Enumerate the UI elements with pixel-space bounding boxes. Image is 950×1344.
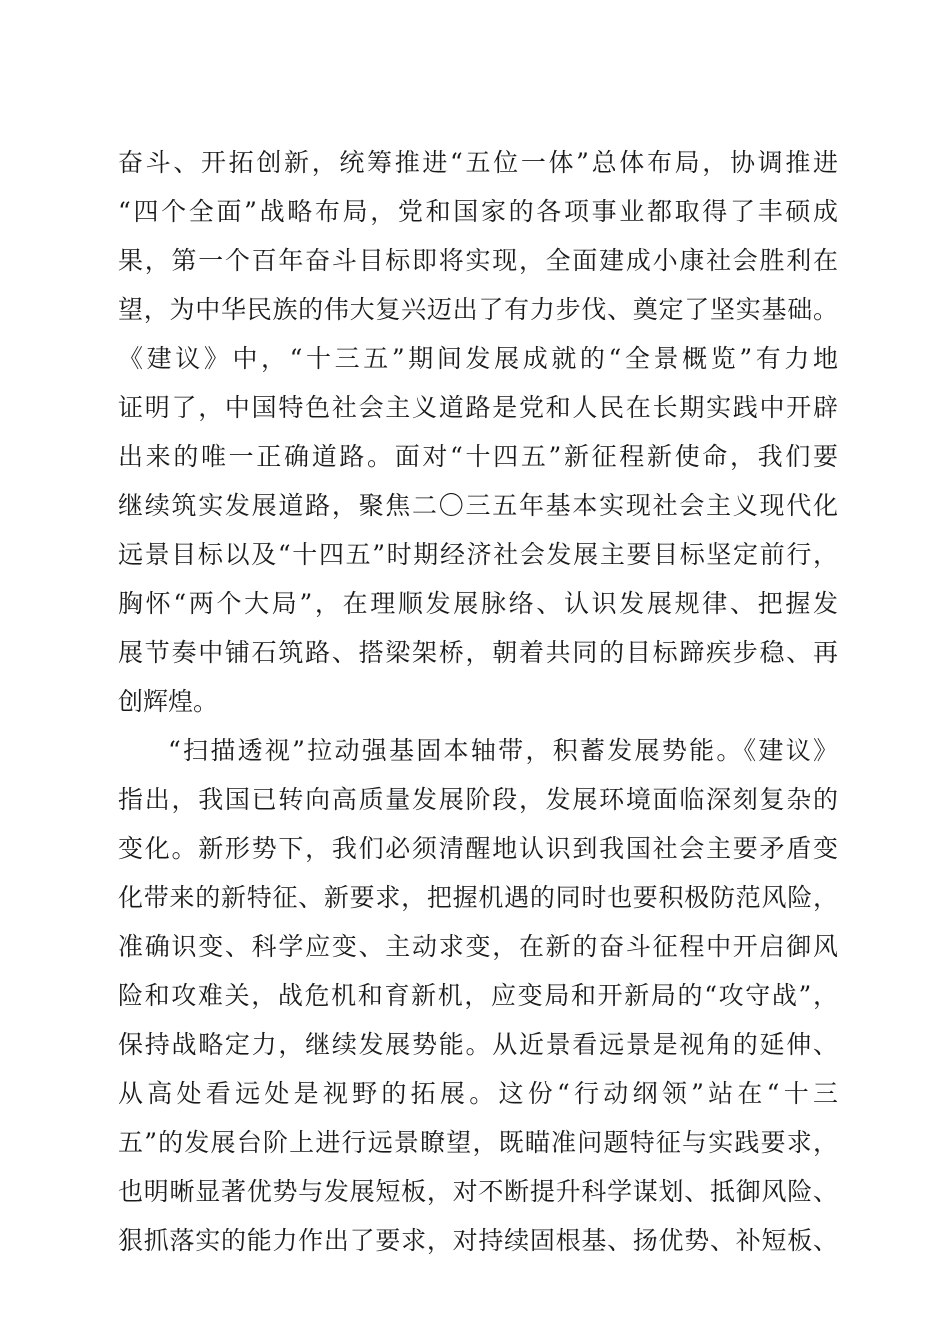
text-line: 奋斗、开拓创新，统筹推进“五位一体”总体布局，协调推进	[118, 148, 838, 177]
text-line: 五”的发展台阶上进行远景瞭望，既瞄准问题特征与实践要求，	[118, 1128, 838, 1157]
text-line: 狠抓落实的能力作出了要求，对持续固根基、扬优势、补短板、	[118, 1226, 838, 1255]
text-line: 变化。新形势下，我们必须清醒地认识到我国社会主要矛盾变	[118, 834, 838, 863]
document-body	[118, 138, 838, 1265]
text-line: 胸怀“两个大局”，在理顺发展脉络、认识发展规律、把握发	[118, 589, 838, 618]
text-line: 望，为中华民族的伟大复兴迈出了有力步伐、奠定了坚实基础。	[118, 295, 838, 324]
paragraph-1	[118, 138, 838, 726]
text-line: 化带来的新特征、新要求，把握机遇的同时也要积极防范风险，	[118, 883, 838, 912]
text-line: 证明了，中国特色社会主义道路是党和人民在长期实践中开辟	[118, 393, 838, 422]
text-line: 创辉煌。	[118, 687, 219, 716]
text-line: 险和攻难关，战危机和育新机，应变局和开新局的“攻守战”，	[118, 981, 838, 1010]
text-line: 继续筑实发展道路，聚焦二〇三五年基本实现社会主义现代化	[118, 491, 838, 520]
text-line: 出来的唯一正确道路。面对“十四五”新征程新使命，我们要	[118, 442, 838, 471]
text-line: 果，第一个百年奋斗目标即将实现，全面建成小康社会胜利在	[118, 246, 838, 275]
text-line: 远景目标以及“十四五”时期经济社会发展主要目标坚定前行，	[118, 540, 838, 569]
text-line: 保持战略定力，继续发展势能。从近景看远景是视角的延伸、	[118, 1030, 838, 1059]
paragraph-2	[118, 726, 838, 1265]
text-line: 从高处看远处是视野的拓展。这份“行动纲领”站在“十三	[118, 1079, 838, 1108]
text-line: 准确识变、科学应变、主动求变，在新的奋斗征程中开启御风	[118, 932, 838, 961]
text-line: 指出，我国已转向高质量发展阶段，发展环境面临深刻复杂的	[118, 785, 838, 814]
text-line: 展节奏中铺石筑路、搭梁架桥，朝着共同的目标蹄疾步稳、再	[118, 638, 838, 667]
text-line: 也明晰显著优势与发展短板，对不断提升科学谋划、抵御风险、	[118, 1177, 838, 1206]
text-line: “扫描透视”拉动强基固本轴带，积蓄发展势能。《建议》	[168, 736, 838, 765]
text-line: 《建议》中，“十三五”期间发展成就的“全景概览”有力地	[118, 344, 838, 373]
text-line: “四个全面”战略布局，党和国家的各项事业都取得了丰硕成	[118, 197, 838, 226]
